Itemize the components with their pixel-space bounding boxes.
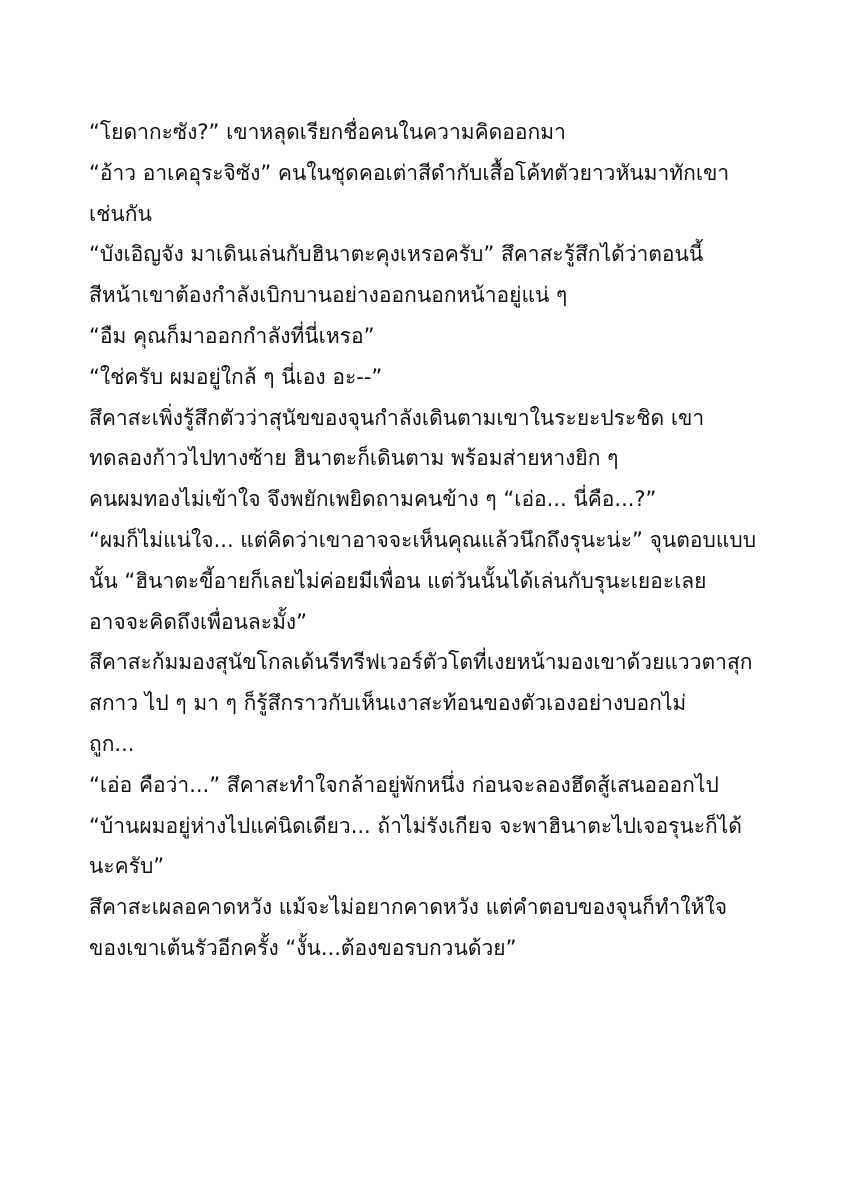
text-line: คนผมทองไม่เข้าใจ จึงพยักเพยิดถามคนข้าง ๆ “เอ่อ... นี่คือ...?”	[89, 487, 657, 512]
text-line: อาจจะคิดถึงเพื่อนละมั้ง”	[89, 609, 308, 634]
text-line: “อืม คุณก็มาออกกำลังที่นี่เหรอ”	[89, 323, 375, 348]
text-line: สึคาสะเพิ่งรู้สึกตัวว่าสุนัขของจุนกำลังเดินตามเขาในระยะประชิด เขา	[89, 405, 705, 430]
text-line: “ใช่ครับ ผมอยู่ใกล้ ๆ นี่เอง อะ--”	[89, 364, 383, 389]
text-line: สึคาสะเผลอคาดหวัง แม้จะไม่อยากคาดหวัง แต่คำตอบของจุนก็ทำให้ใจ	[89, 895, 728, 920]
story-text	[89, 112, 789, 969]
text-line: สกาว ไป ๆ มา ๆ ก็รู้สึกราวกับเห็นเงาสะท้อนของตัวเองอย่างบอกไม่	[89, 691, 687, 716]
text-line: สีหน้าเขาต้องกำลังเบิกบานอย่างออกนอกหน้าอยู่แน่ ๆ	[89, 283, 568, 308]
text-line: “บ้านผมอยู่ห่างไปแค่นิดเดียว... ถ้าไม่รังเกียจ จะพาฮินาตะไปเจอรุนะก็ได้	[89, 813, 742, 838]
text-line: “เอ่อ คือว่า...” สึคาสะทำใจกล้าอยู่พักหนึ่ง ก่อนจะลองฮึดสู้เสนอออกไป	[89, 772, 719, 797]
text-line: “อ้าว อาเคอุระจิซัง” คนในชุดคอเต่าสีดำกับเสื้อโค้ทตัวยาวหันมาทักเขา	[89, 160, 730, 185]
text-line: นั้น “ฮินาตะขี้อายก็เลยไม่ค่อยมีเพื่อน แต่วันนั้นได้เล่นกับรุนะเยอะเลย	[89, 568, 707, 593]
text-line: ของเขาเต้นรัวอีกครั้ง “งั้น...ต้องขอรบกวนด้วย”	[89, 935, 517, 960]
text-line: เช่นกัน	[89, 201, 152, 226]
text-line: ทดลองก้าวไปทางซ้าย ฮินาตะก็เดินตาม พร้อมส่ายหางยิก ๆ	[89, 446, 619, 471]
text-line: ถูก...	[89, 731, 135, 756]
text-line: “ผมก็ไม่แน่ใจ... แต่คิดว่าเขาอาจจะเห็นคุณแล้วนึกถึงรุนะน่ะ” จุนตอบแบบ	[89, 527, 757, 552]
text-line: สึคาสะก้มมองสุนัขโกลเด้นรีทรีฟเวอร์ตัวโตที่เงยหน้ามองเขาด้วยแววตาสุก	[89, 650, 753, 675]
text-line: นะครับ”	[89, 854, 165, 879]
text-line: “โยดากะซัง?” เขาหลุดเรียกชื่อคนในความคิดออกมา	[89, 120, 566, 144]
text-line: “บังเอิญจัง มาเดินเล่นกับฮินาตะคุงเหรอครับ” สึคาสะรู้สึกได้ว่าตอนนี้	[89, 242, 704, 267]
